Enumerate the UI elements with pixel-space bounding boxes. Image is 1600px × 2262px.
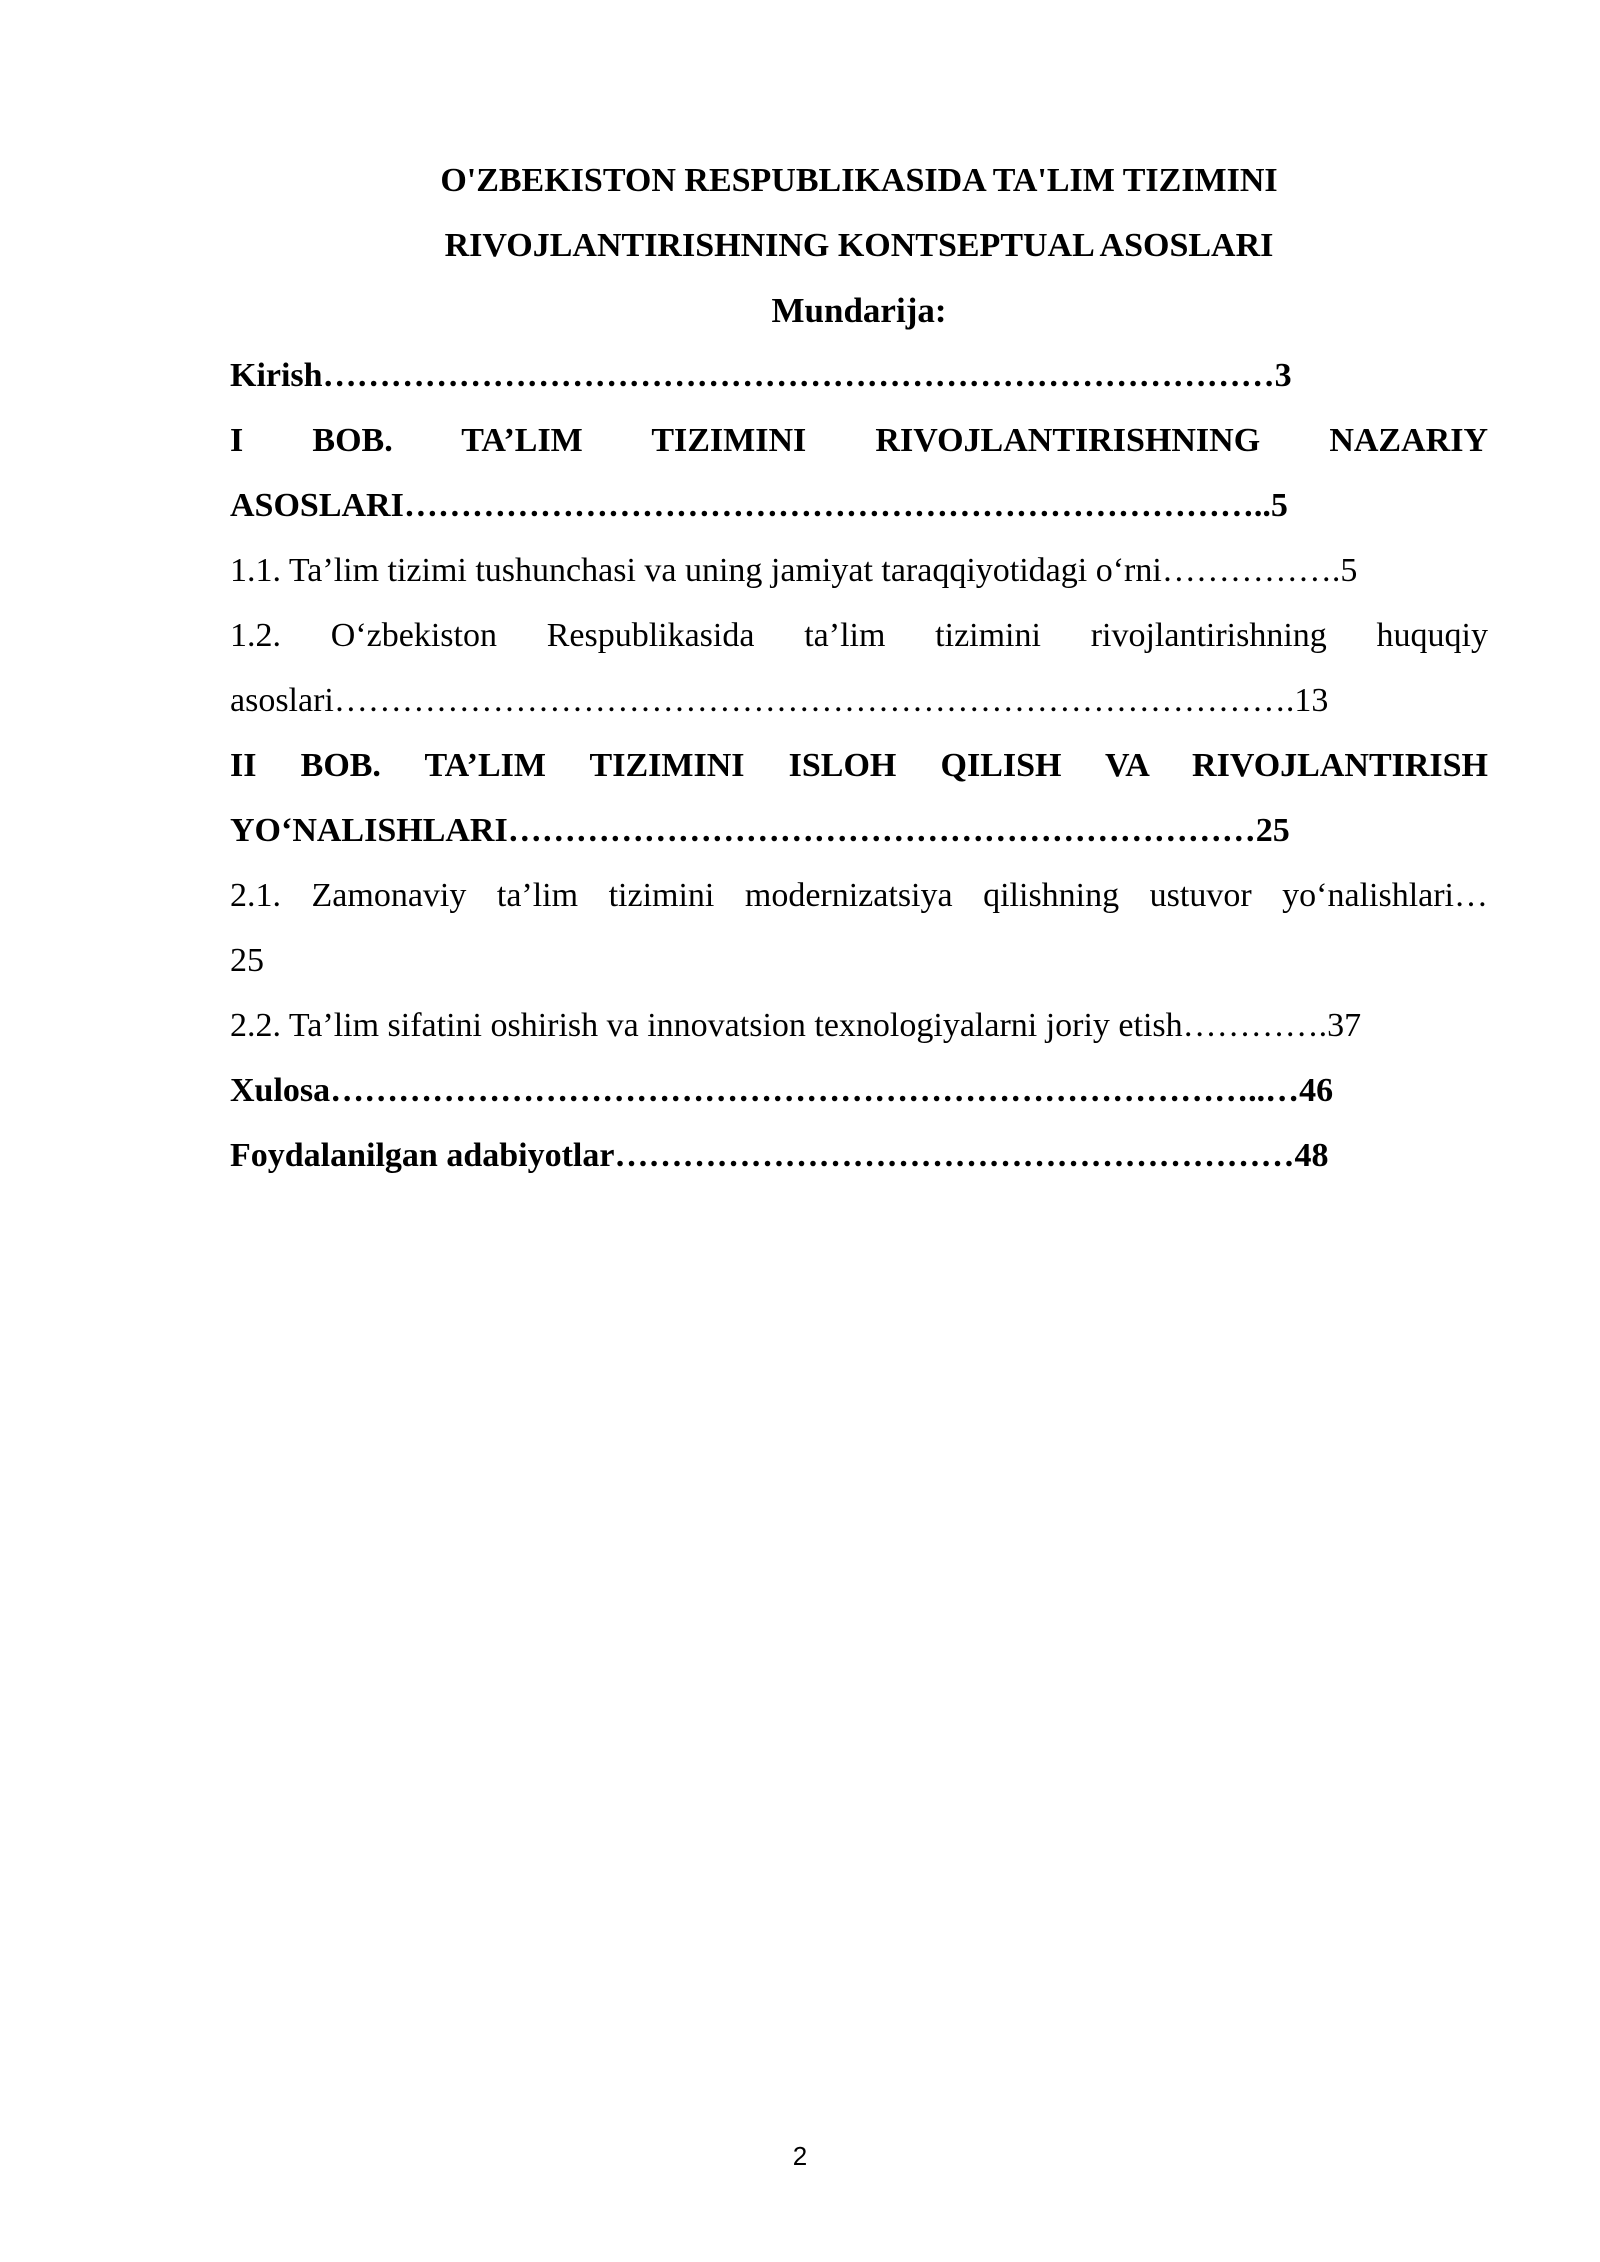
toc-heading: Mundarija: bbox=[771, 291, 947, 330]
document-title-line-1: O'ZBEKISTON RESPUBLIKASIDA TA'LIM TIZIMINI bbox=[440, 162, 1278, 199]
toc-entry-chapter-1-line-2: ASOSLARI…………………………………………………………………..5 bbox=[230, 487, 1288, 524]
toc-entry-section-2-2: 2.2. Ta’lim sifatini oshirish va innovatsion texnologiyalarni joriy etish………….37 bbox=[230, 1007, 1362, 1044]
toc-entry-section-2-1-line-2: 25 bbox=[230, 942, 264, 979]
toc-entry-chapter-1-line-1: I BOB. TA’LIM TIZIMINI RIVOJLANTIRISHNING NAZARIY bbox=[230, 422, 1488, 459]
title-block bbox=[230, 148, 1488, 343]
toc-entry-references: Foydalanilgan adabiyotlar……………………………………………………48 bbox=[230, 1137, 1329, 1174]
toc-entry-chapter-2-line-1: II BOB. TA’LIM TIZIMINI ISLOH QILISH VA RIVOJLANTIRISH bbox=[230, 747, 1488, 784]
document-title-line-2: RIVOJLANTIRISHNING KONTSEPTUAL ASOSLARI bbox=[444, 227, 1274, 264]
table-of-contents bbox=[230, 343, 1488, 1188]
toc-entry-chapter-2-line-2: YO‘NALISHLARI…………………………………………………………25 bbox=[230, 812, 1290, 849]
toc-entry-section-1-2-line-2: asoslari………………………………………………………………………….13 bbox=[230, 682, 1329, 719]
toc-entry-section-2-1-line-1: 2.1. Zamonaviy ta’lim tizimini modernizatsiya qilishning ustuvor yo‘nalishlari… bbox=[230, 877, 1488, 914]
toc-entry-chapter-1 bbox=[230, 408, 1488, 538]
toc-entry-xulosa: Xulosa………………………………………………………………………..…46 bbox=[230, 1072, 1334, 1109]
toc-entry-kirish: Kirish…………………………………………………………………………3 bbox=[230, 357, 1292, 394]
toc-entry-section-1-2 bbox=[230, 603, 1488, 733]
toc-entry-section-1-1: 1.1. Ta’lim tizimi tushunchasi va uning jamiyat taraqqiyotidagi o‘rni…………….5 bbox=[230, 552, 1358, 589]
toc-entry-chapter-2 bbox=[230, 733, 1488, 863]
toc-entry-section-2-1 bbox=[230, 863, 1488, 993]
page-number: 2 bbox=[792, 2141, 808, 2171]
toc-entry-section-1-2-line-1: 1.2. O‘zbekiston Respublikasida ta’lim tizimini rivojlantirishning huquqiy bbox=[230, 617, 1488, 654]
